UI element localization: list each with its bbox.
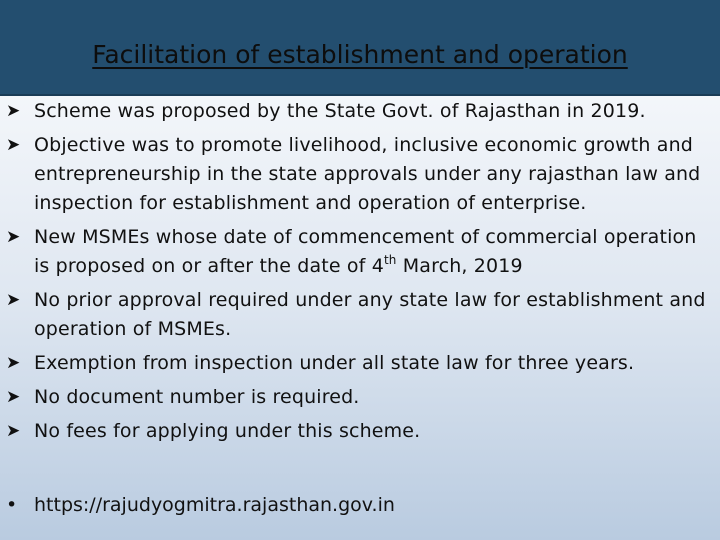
title-bar [0, 0, 720, 96]
bullet-text-part: March, 2019 [396, 255, 523, 277]
bullet-item [0, 286, 720, 344]
bullet-item [0, 223, 720, 281]
bullet-item [0, 349, 720, 378]
arrow-bullet-icon: ➤ [6, 290, 21, 310]
link-row [0, 491, 720, 520]
bullet-text [34, 226, 696, 277]
bullet-item [0, 131, 720, 218]
ordinal-suffix: th [383, 253, 397, 267]
bullet-text: Objective was to promote livelihood, inclusive economic growth and entrepreneurship in the state approvals under any rajasthan law and inspection for establishment and operation of enterprise. [34, 134, 701, 214]
bullet-item [0, 97, 720, 126]
dot-bullet-icon: • [6, 494, 18, 516]
bullet-text: Scheme was proposed by the State Govt. of Rajasthan in 2019. [34, 100, 646, 122]
arrow-bullet-icon: ➤ [6, 353, 21, 373]
bullet-text: Exemption from inspection under all state law for three years. [34, 352, 635, 374]
arrow-bullet-icon: ➤ [6, 387, 21, 407]
arrow-bullet-icon: ➤ [6, 421, 21, 441]
bullet-item [0, 383, 720, 412]
arrow-bullet-icon: ➤ [6, 227, 21, 247]
arrow-bullet-icon: ➤ [6, 101, 21, 121]
slide-title: Facilitation of establishment and operation [92, 40, 628, 69]
arrow-bullet-icon: ➤ [6, 135, 21, 155]
bullet-item [0, 417, 720, 446]
link-bullet-item [0, 491, 720, 520]
bullet-text: No prior approval required under any state law for establishment and operation of MSMEs. [34, 289, 706, 340]
bullet-text: No fees for applying under this scheme. [34, 420, 421, 442]
website-link[interactable]: https://rajudyogmitra.rajasthan.gov.in [34, 494, 395, 516]
bullet-list [0, 97, 720, 446]
bullet-text: No document number is required. [34, 386, 360, 408]
bullet-text-part: New MSMEs whose date of commencement of commercial operation is proposed on or after the date of 4 [34, 226, 697, 277]
